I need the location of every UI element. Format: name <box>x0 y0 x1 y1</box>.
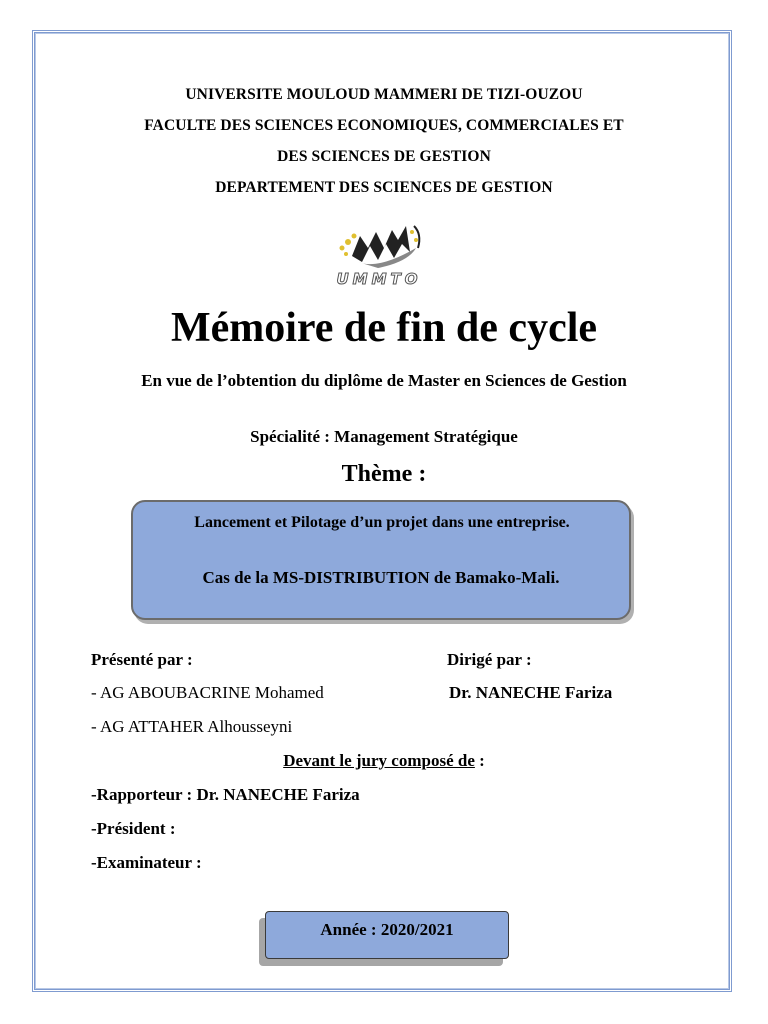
logo-text: UMMTO <box>336 270 422 288</box>
document-title: Mémoire de fin de cycle <box>170 305 598 351</box>
theme-title: Lancement et Pilotage d’un projet dans une entreprise. <box>194 514 570 531</box>
academic-year: Année : 2020/2021 <box>265 911 509 959</box>
theme-label: Thème : <box>341 461 427 487</box>
university-name: UNIVERSITE MOULOUD MAMMERI DE TIZI-OUZOU <box>185 86 583 103</box>
jury-rapporteur: -Rapporteur : Dr. NANECHE Fariza <box>91 785 360 804</box>
ummto-logo <box>318 218 440 290</box>
faculty-line-1: FACULTE DES SCIENCES ECONOMIQUES, COMMERCIALES ET <box>144 117 624 134</box>
department-name: DEPARTEMENT DES SCIENCES DE GESTION <box>215 179 553 196</box>
jury-examinateur: -Examinateur : <box>91 853 202 872</box>
jury-heading-colon: : <box>474 751 485 770</box>
jury-president: -Président : <box>91 819 176 838</box>
author-1: - AG ABOUBACRINE Mohamed <box>91 683 324 702</box>
theme-case: Cas de la MS-DISTRIBUTION de Bamako-Mali. <box>202 568 560 587</box>
directed-by-label: Dirigé par : <box>447 650 532 669</box>
jury-heading <box>0 751 768 771</box>
faculty-line-2: DES SCIENCES DE GESTION <box>277 148 491 165</box>
supervisor-name: Dr. NANECHE Fariza <box>449 683 613 702</box>
presented-by-label: Présenté par : <box>91 650 193 669</box>
jury-heading-text: Devant le jury composé de <box>283 751 475 770</box>
degree-subtitle: En vue de l’obtention du diplôme de Master en Sciences de Gestion <box>141 371 627 390</box>
speciality: Spécialité : Management Stratégique <box>250 427 518 446</box>
logo-mark <box>340 226 420 268</box>
author-2: - AG ATTAHER Alhousseyni <box>91 717 293 736</box>
